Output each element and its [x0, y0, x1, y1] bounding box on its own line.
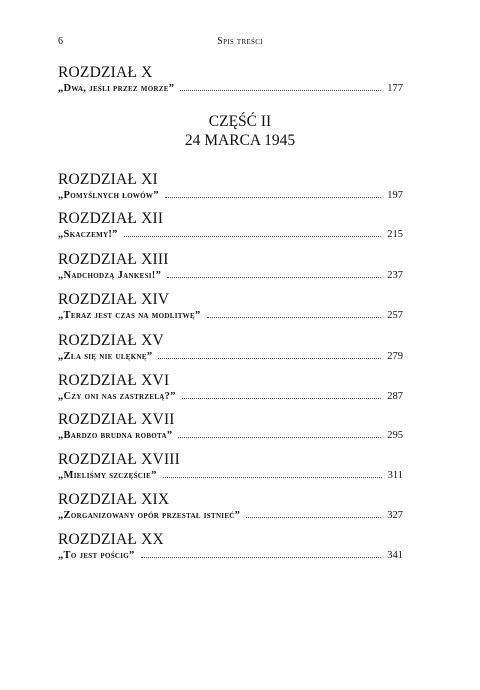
- part-title: CZĘŚĆ II: [208, 113, 272, 130]
- chapter-page-number: 287: [387, 391, 403, 402]
- toc-entry[interactable]: [58, 64, 403, 96]
- chapter-page-number: 257: [387, 310, 403, 321]
- chapter-heading: ROZDZIAŁ XIX: [58, 491, 170, 508]
- toc-entry[interactable]: [58, 531, 403, 563]
- chapter-title: „Pomyślnych łowów”: [58, 190, 159, 201]
- dot-leader: [180, 89, 381, 91]
- chapter-page-number: 327: [387, 510, 403, 521]
- toc-entry[interactable]: [58, 332, 403, 364]
- dot-leader: [158, 357, 381, 359]
- chapter-page-number: 295: [387, 430, 403, 441]
- part-date: 24 MARCA 1945: [184, 132, 296, 149]
- chapter-title: „Nadchodzą Jankesi!”: [58, 270, 162, 281]
- chapter-title: „Bardzo brudna robota”: [58, 430, 173, 441]
- toc-entry[interactable]: [58, 451, 403, 483]
- chapter-heading: ROZDZIAŁ XVIII: [58, 451, 181, 468]
- chapter-heading: ROZDZIAŁ XIII: [58, 251, 169, 268]
- dot-leader: [124, 235, 382, 237]
- dot-leader: [207, 316, 382, 318]
- toc-entry[interactable]: [58, 251, 403, 283]
- dot-leader: [163, 476, 382, 478]
- running-head: [0, 36, 480, 50]
- toc-entry[interactable]: [58, 411, 403, 443]
- chapter-title: „Teraz jest czas na modlitwę”: [58, 310, 201, 321]
- chapter-page-number: 237: [387, 270, 403, 281]
- page-number: 6: [58, 36, 63, 47]
- dot-leader: [182, 397, 381, 399]
- chapter-page-number: 279: [387, 351, 403, 362]
- running-head-title: Spis treści: [217, 36, 263, 47]
- dot-leader: [246, 516, 381, 518]
- chapter-title: „Skaczemy!”: [58, 229, 118, 240]
- toc-entry[interactable]: [58, 210, 403, 242]
- chapter-heading: ROZDZIAŁ XX: [58, 531, 164, 548]
- chapter-page-number: 197: [387, 190, 403, 201]
- chapter-title: „To jest pościg”: [58, 550, 135, 561]
- dot-leader: [178, 436, 381, 438]
- chapter-page-number: 177: [387, 83, 403, 94]
- chapter-heading: ROZDZIAŁ XVI: [58, 372, 170, 389]
- chapter-page-number: 215: [387, 229, 403, 240]
- dot-leader: [165, 196, 381, 198]
- chapter-heading: ROZDZIAŁ X: [58, 64, 153, 81]
- toc-entry[interactable]: [58, 291, 403, 323]
- chapter-title: „Czy oni nas zastrzelą?”: [58, 391, 176, 402]
- dot-leader: [167, 276, 381, 278]
- chapter-page-number: 341: [387, 550, 403, 561]
- chapter-title: „Dwa, jeśli przez morze”: [58, 83, 175, 94]
- toc-entry[interactable]: [58, 491, 403, 523]
- chapter-heading: ROZDZIAŁ XIV: [58, 291, 170, 308]
- chapter-title: „Zorganizowany opór przestał istnieć”: [58, 510, 241, 521]
- chapter-title: „Mieliśmy szczęście”: [58, 470, 157, 481]
- dot-leader: [141, 556, 382, 558]
- toc-entry[interactable]: [58, 372, 403, 404]
- chapter-page-number: 311: [387, 470, 403, 481]
- chapter-heading: ROZDZIAŁ XI: [58, 171, 158, 188]
- chapter-heading: ROZDZIAŁ XII: [58, 210, 164, 227]
- chapter-heading: ROZDZIAŁ XVII: [58, 411, 175, 428]
- toc-entry[interactable]: [58, 171, 403, 203]
- chapter-heading: ROZDZIAŁ XV: [58, 332, 164, 349]
- chapter-title: „Zła się nie ulęknę”: [58, 351, 153, 362]
